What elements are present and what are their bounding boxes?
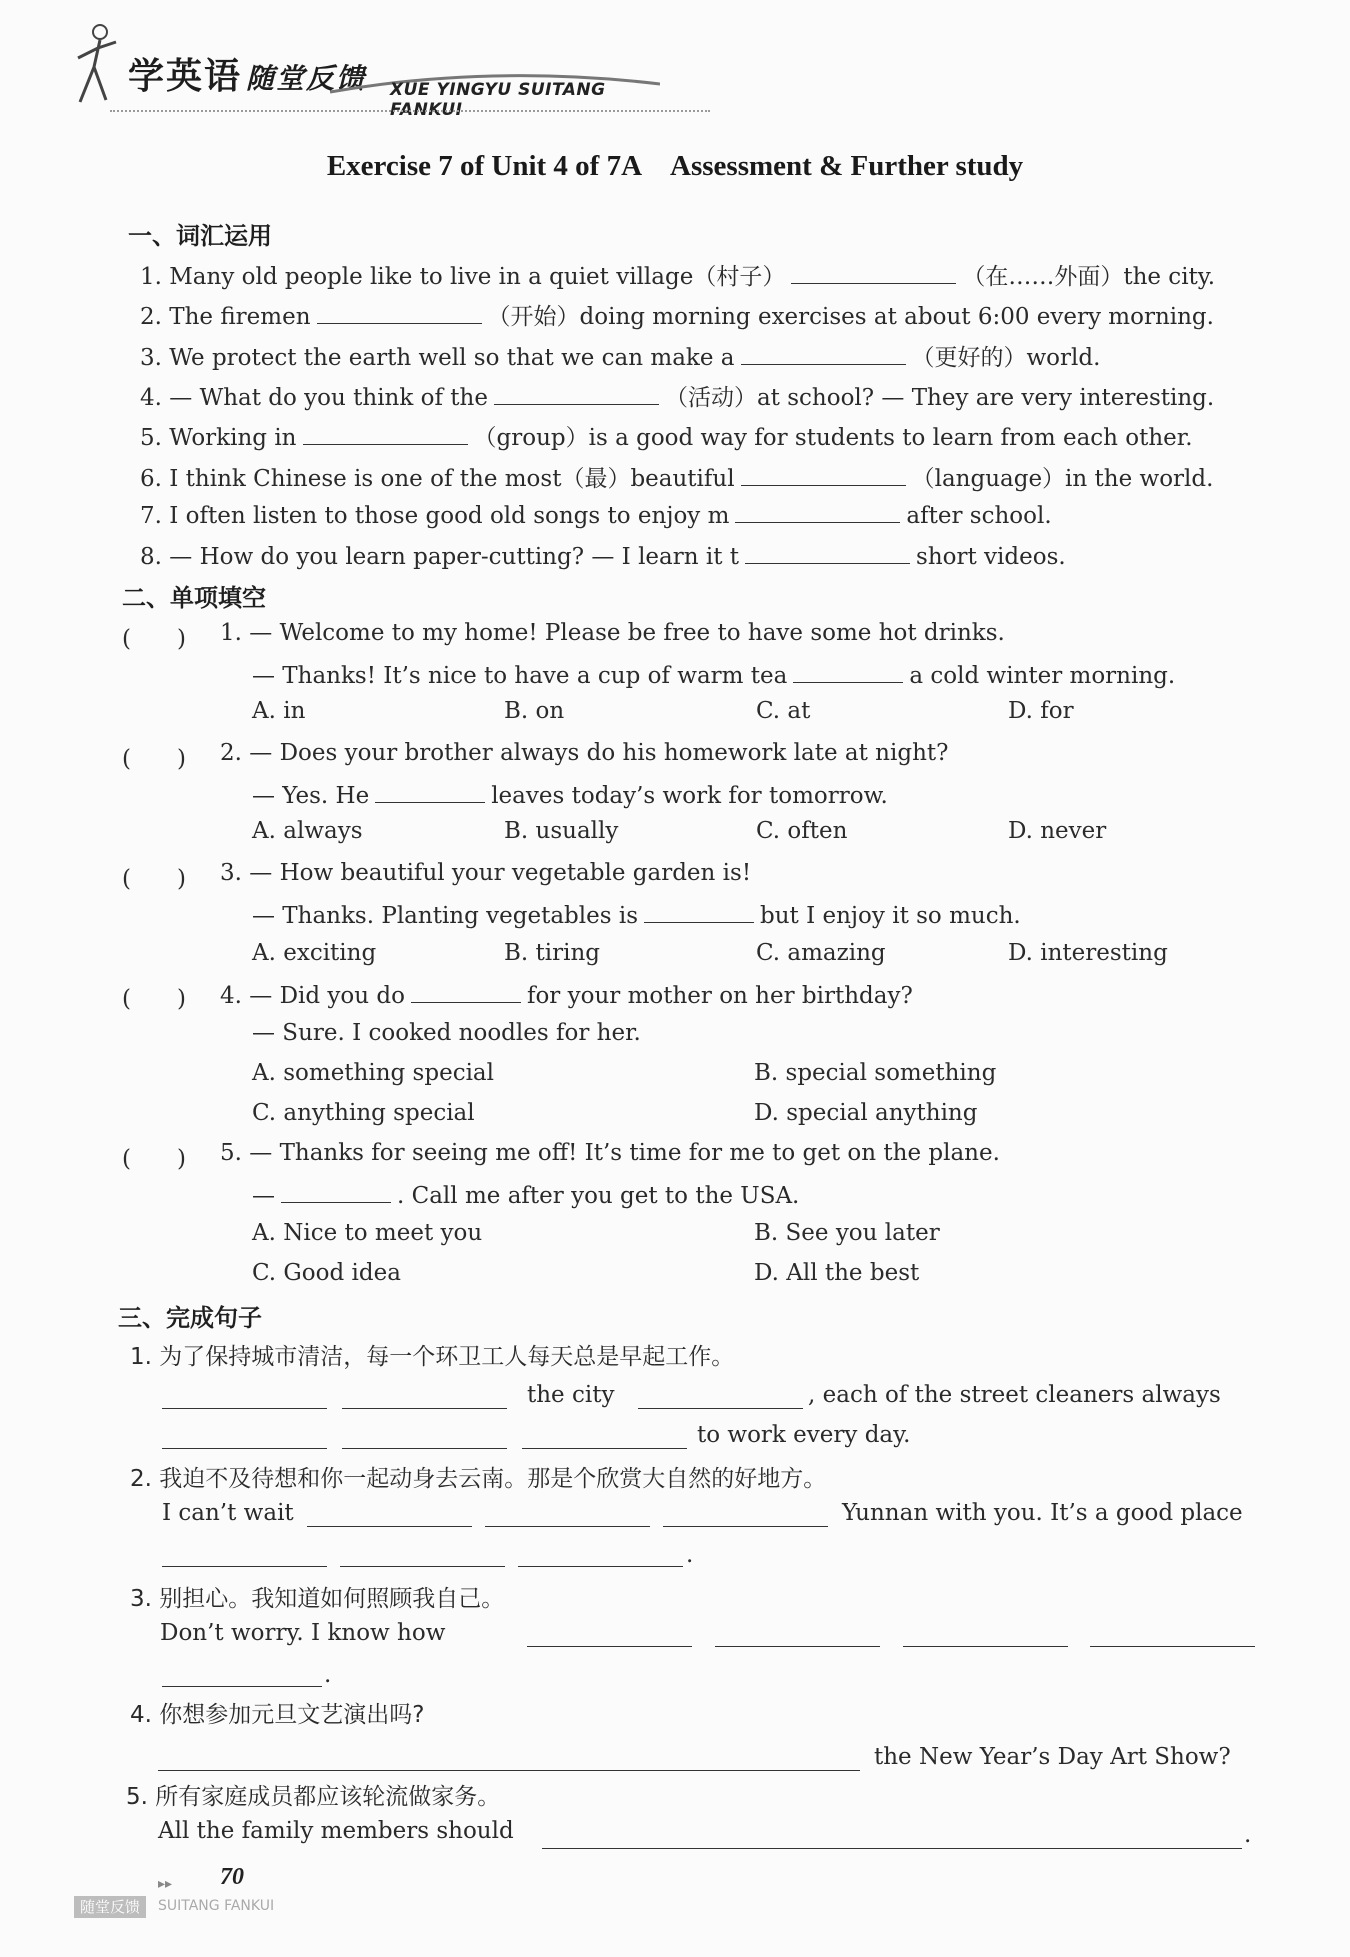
answer-bracket-q3: ( ) [122,866,186,892]
page-title: Exercise 7 of Unit 4 of 7A Assessment & Further study [326,150,1024,182]
mc-q4-option-a: A. something special [252,1060,495,1086]
mc-q2-option-b: B. usually [504,818,619,844]
sentence2-chinese: 2. 我迫不及待想和你一起动身去云南。那是个欣赏大自然的好地方。 [130,1466,827,1492]
mc-q1-option-b: B. on [504,698,565,724]
answer-bracket-q4: ( ) [122,986,186,1012]
mc-q2-option-c: C. often [756,818,848,844]
sentence1-blank-1 [162,1408,327,1409]
mc-q3-line1: 3. — How beautiful your vegetable garden is! [220,860,752,886]
vocab-item-6: 6. I think Chinese is one of the most（最）beautiful （language）in the world. [140,460,1213,493]
sentence2-blank-3 [663,1526,828,1527]
mc-q3-option-d: D. interesting [1008,940,1168,966]
mc-q4-option-c: C. anything special [252,1100,475,1126]
mc-q1-line1: 1. — Welcome to my home! Please be free to have some hot drinks. [220,620,1005,646]
mc-q5-line1: 5. — Thanks for seeing me off! It’s time for me to get on the plane. [220,1140,1000,1166]
page-footer [74,1862,294,1922]
sentence1-blank-5 [342,1448,507,1449]
section3-title: 三、完成句子 [118,1304,262,1332]
sentence5-blank-1 [542,1848,1242,1849]
vocab-item-3: 3. We protect the earth well so that we can make a （更好的）world. [140,339,1100,372]
mc-q5-line2: — . Call me after you get to the USA. [252,1180,799,1209]
sentence4-blank-1 [158,1770,860,1771]
sentence1-text-1: the city [527,1382,615,1408]
mc-q4-option-b: B. special something [754,1060,997,1086]
vocab-item-2: 2. The firemen （开始）doing morning exercises at about 6:00 every morning. [140,298,1214,331]
header-dotted-divider [110,110,710,112]
page-header [70,14,680,120]
sentence2-text-2: Yunnan with you. It’s a good place [842,1500,1243,1526]
vocab-item-8: 8. — How do you learn paper-cutting? — I learn it t short videos. [140,541,1066,570]
sentence3-blank-1 [527,1646,692,1647]
header-title-cn: 学英语 随堂反馈 [128,56,367,97]
mc-q4-option-d: D. special anything [754,1100,978,1126]
sentence1-blank-3 [638,1408,803,1409]
answer-bracket-q1: ( ) [122,626,186,652]
mc-q1-option-d: D. for [1008,698,1074,724]
sentence1-blank-4 [162,1448,327,1449]
sentence1-text-2: , each of the street cleaners always [808,1382,1221,1408]
mc-q3-option-c: C. amazing [756,940,886,966]
sentence5-period: . [1244,1822,1252,1848]
mc-q5-option-c: C. Good idea [252,1260,401,1286]
vocab-item-1: 1. Many old people like to live in a quiet village（村子） （在……外面）the city. [140,258,1215,291]
sentence5-chinese: 5. 所有家庭成员都应该轮流做家务。 [126,1784,501,1810]
sentence1-text-3: to work every day. [697,1422,911,1448]
sentence1-blank-6 [522,1448,687,1449]
mc-q2-option-d: D. never [1008,818,1107,844]
sentence2-blank-6 [518,1566,683,1567]
sentence2-blank-5 [340,1566,505,1567]
answer-bracket-q2: ( ) [122,746,186,772]
mc-q1-option-a: A. in [252,698,306,724]
answer-bracket-q5: ( ) [122,1146,186,1172]
mc-q5-option-d: D. All the best [754,1260,920,1286]
sentence3-blank-4 [1090,1646,1255,1647]
sentence4-text-1: the New Year’s Day Art Show? [874,1744,1231,1770]
vocab-item-4: 4. — What do you think of the （活动）at school? — They are very interesting. [140,379,1214,412]
vocab-item-5: 5. Working in （group）is a good way for students to learn from each other. [140,419,1193,452]
vocab-item-7: 7. I often listen to those good old songs to enjoy m after school. [140,500,1052,529]
mc-q5-option-a: A. Nice to meet you [252,1220,483,1246]
sentence2-blank-2 [485,1526,650,1527]
mc-q2-line2: — Yes. He leaves today’s work for tomorrow. [252,780,888,809]
sentence4-chinese: 4. 你想参加元旦文艺演出吗? [130,1702,425,1728]
sentence1-blank-2 [342,1408,507,1409]
header-title-en: XUE YINGYU SUITANG FANKUI [390,80,606,120]
sentence3-chinese: 3. 别担心。我知道如何照顾我自己。 [130,1586,505,1612]
mc-q1-option-c: C. at [756,698,811,724]
sentence3-blank-3 [903,1646,1068,1647]
mc-q3-option-a: A. exciting [252,940,377,966]
mc-q5-option-b: B. See you later [754,1220,940,1246]
sentence3-blank-5 [162,1686,322,1687]
mc-q1-line2: — Thanks! It’s nice to have a cup of warm tea a cold winter morning. [252,660,1175,689]
section1-title: 一、词汇运用 [128,222,272,250]
footer-label-cn: 随堂反馈 [74,1896,146,1918]
sentence2-blank-1 [307,1526,472,1527]
page-number: 70 [220,1864,244,1890]
running-figure-logo-icon [70,22,122,110]
sentence2-period: . [686,1542,694,1568]
footer-label-en: SUITANG FANKUI [158,1898,275,1914]
mc-q4-line1: 4. — Did you do for your mother on her birthday? [220,980,913,1009]
sentence5-text-1: All the family members should [158,1818,514,1844]
mc-q3-option-b: B. tiring [504,940,601,966]
sentence3-blank-2 [715,1646,880,1647]
mc-q2-option-a: A. always [252,818,363,844]
mc-q2-line1: 2. — Does your brother always do his homework late at night? [220,740,949,766]
section2-title: 二、单项填空 [122,584,266,612]
mc-q3-line2: — Thanks. Planting vegetables is but I enjoy it so much. [252,900,1021,929]
sentence1-chinese: 1. 为了保持城市清洁，每一个环卫工人每天总是早起工作。 [130,1344,735,1370]
sentence2-blank-4 [162,1566,327,1567]
sentence3-period: . [324,1662,332,1688]
double-arrow-icon: ▸▸ [158,1876,173,1892]
sentence2-text-1: I can’t wait [162,1500,294,1526]
mc-q4-line2: — Sure. I cooked noodles for her. [252,1020,641,1046]
sentence3-text-1: Don’t worry. I know how [160,1620,446,1646]
